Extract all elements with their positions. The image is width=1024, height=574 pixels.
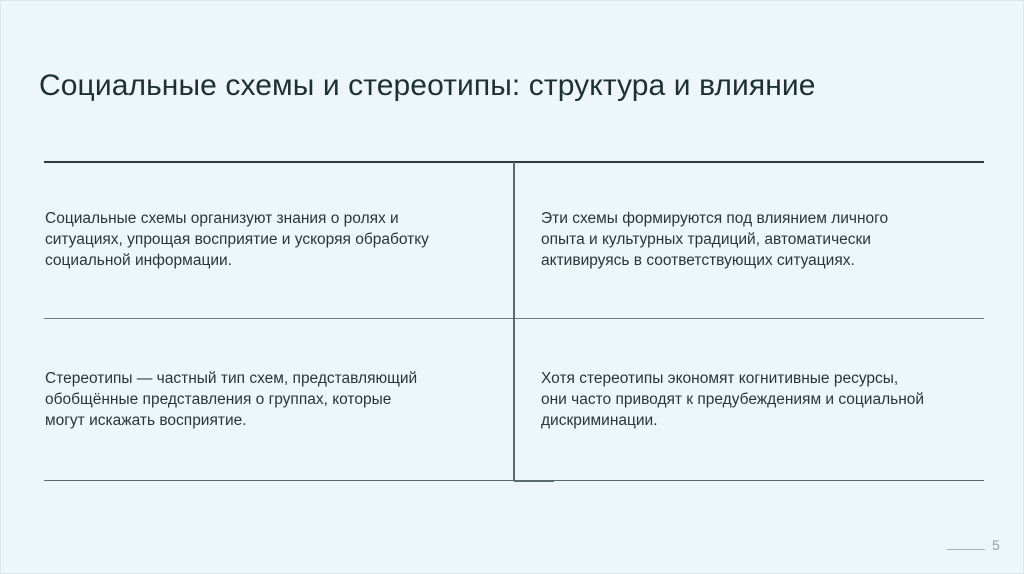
table-cell-bottom-left bbox=[45, 368, 485, 431]
table-divider-foot bbox=[514, 480, 554, 482]
table-cell-bottom-right bbox=[541, 368, 981, 431]
footer-rule bbox=[947, 549, 985, 550]
cell-line: они часто приводят к предубеждениям и социальной bbox=[541, 391, 925, 408]
cell-line: обобщённые представления о группах, которые bbox=[45, 391, 392, 408]
cell-line: Социальные схемы организуют знания о ролях и bbox=[45, 210, 399, 227]
table-column-divider bbox=[513, 162, 515, 480]
cell-line: дискриминации. bbox=[541, 412, 658, 429]
cell-line: активируясь в соответствующих ситуациях. bbox=[541, 252, 855, 269]
cell-line: социальной информации. bbox=[45, 252, 232, 269]
cell-line: опыта и культурных традиций, автоматически bbox=[541, 231, 871, 248]
page-number: 5 bbox=[992, 537, 1000, 553]
cell-line: Хотя стереотипы экономят когнитивные ресурсы, bbox=[541, 370, 899, 387]
slide-title: Социальные схемы и стереотипы: структура и влияние bbox=[39, 69, 816, 102]
cell-line: могут искажать восприятие. bbox=[45, 412, 247, 429]
cell-line: Стереотипы — частный тип схем, представляющий bbox=[45, 370, 418, 387]
table-cell-top-right bbox=[541, 208, 981, 271]
cell-line: ситуациях, упрощая восприятие и ускоряя обработку bbox=[45, 231, 429, 248]
cell-line: Эти схемы формируются под влиянием личного bbox=[541, 210, 889, 227]
table-cell-top-left bbox=[45, 208, 485, 271]
